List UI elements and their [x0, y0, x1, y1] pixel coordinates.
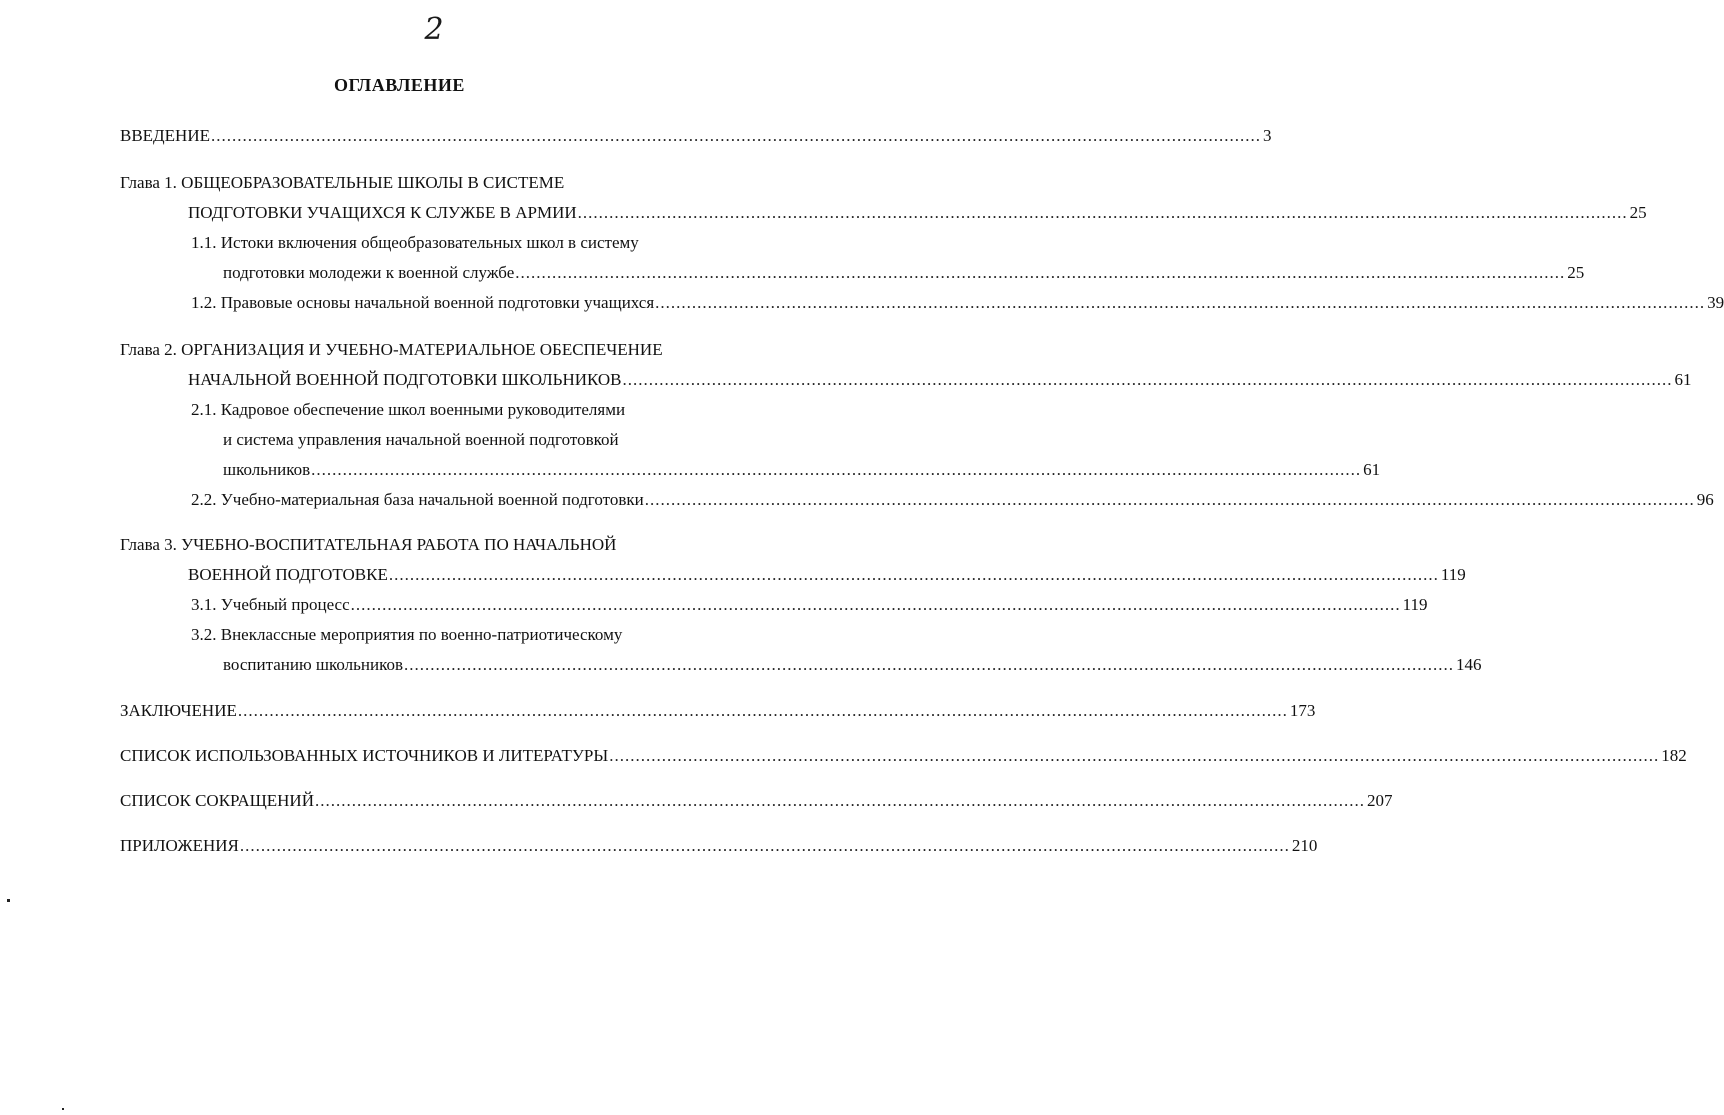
entry-title: НАЧАЛЬНОЙ ВОЕННОЙ ПОДГОТОВКИ ШКОЛЬНИКОВ [188, 370, 622, 389]
entry-page-number: 119 [1402, 595, 1428, 614]
handwritten-page-number: 2 [424, 12, 444, 47]
entry-page-number: 96 [1696, 490, 1714, 509]
toc-entry-conclusion [120, 699, 1316, 723]
entry-title: ВВЕДЕНИЕ [120, 126, 210, 145]
entry-title: ПРИЛОЖЕНИЯ [120, 836, 239, 855]
entry-title: СПИСОК ИСПОЛЬЗОВАННЫХ ИСТОЧНИКОВ И ЛИТЕРАТУРЫ [120, 746, 609, 765]
leader-dots: ........................................................................................................................................................................................................ [210, 126, 1261, 145]
leader-dots: ........................................................................................................................................................................................................ [515, 263, 1566, 282]
leader-dots: ........................................................................................................................................................................................................ [622, 370, 1673, 389]
entry-page-number: 182 [1661, 746, 1687, 765]
scan-speck [62, 1108, 64, 1110]
toc-entry-abbreviations [120, 789, 1393, 813]
leader-dots: ........................................................................................................................................................................................................ [655, 293, 1706, 312]
leader-dots: ........................................................................................................................................................................................................ [388, 565, 1439, 584]
entry-page-number: 119 [1440, 565, 1466, 584]
toc-entry-section-3-2 [223, 653, 1482, 677]
chapter-3-title-line-1: Глава 3. УЧЕБНО-ВОСПИТАТЕЛЬНАЯ РАБОТА ПО НАЧАЛЬНОЙ [120, 535, 617, 554]
entry-page-number: 146 [1456, 655, 1482, 674]
leader-dots: ........................................................................................................................................................................................................ [239, 836, 1290, 855]
entry-title: подготовки молодежи к военной службе [223, 263, 515, 282]
leader-dots: ........................................................................................................................................................................................................ [609, 746, 1660, 765]
leader-dots: ........................................................................................................................................................................................................ [404, 655, 1455, 674]
toc-entry-chapter-3 [188, 563, 1466, 587]
entry-page-number: 39 [1707, 293, 1724, 312]
entry-title: 3.1. Учебный процесс [191, 595, 350, 614]
leader-dots: ........................................................................................................................................................................................................ [350, 595, 1401, 614]
chapter-2-title-line-1: Глава 2. ОРГАНИЗАЦИЯ И УЧЕБНО-МАТЕРИАЛЬНОЕ ОБЕСПЕЧЕНИЕ [120, 340, 663, 359]
toc-entry-chapter-1 [188, 201, 1647, 225]
leader-dots: ........................................................................................................................................................................................................ [314, 791, 1365, 810]
leader-dots: ........................................................................................................................................................................................................ [577, 203, 1628, 222]
leader-dots: ........................................................................................................................................................................................................ [237, 701, 1288, 720]
section-3-2-title-line-1: 3.2. Внеклассные мероприятия по военно-патриотическому [191, 625, 623, 644]
section-1-1-title-line-1: 1.1. Истоки включения общеобразовательных школ в систему [191, 233, 639, 252]
entry-page-number: 3 [1262, 126, 1272, 145]
section-2-1-title-line-2: и система управления начальной военной подготовкой [223, 430, 619, 449]
toc-entry-section-1-2 [191, 291, 1724, 315]
entry-title: 2.2. Учебно-материальная база начальной военной подготовки [191, 490, 644, 509]
toc-title: ОГЛАВЛЕНИЕ [334, 75, 465, 95]
entry-title: ПОДГОТОВКИ УЧАЩИХСЯ К СЛУЖБЕ В АРМИИ [188, 203, 577, 222]
leader-dots: ........................................................................................................................................................................................................ [644, 490, 1695, 509]
chapter-1-title-line-1: Глава 1. ОБЩЕОБРАЗОВАТЕЛЬНЫЕ ШКОЛЫ В СИСТЕМЕ [120, 173, 565, 192]
entry-page-number: 210 [1291, 836, 1318, 855]
section-2-1-title-line-1: 2.1. Кадровое обеспечение школ военными руководителями [191, 400, 626, 419]
scan-speck [7, 899, 10, 902]
toc-entry-section-3-1 [191, 593, 1428, 617]
entry-title: ЗАКЛЮЧЕНИЕ [120, 701, 237, 720]
entry-page-number: 61 [1674, 370, 1692, 389]
entry-title: 1.2. Правовые основы начальной военной подготовки учащихся [191, 293, 655, 312]
entry-title: школьников [223, 460, 311, 479]
toc-entry-chapter-2 [188, 368, 1692, 392]
entry-page-number: 25 [1567, 263, 1585, 282]
leader-dots: ........................................................................................................................................................................................................ [311, 460, 1362, 479]
entry-page-number: 173 [1289, 701, 1316, 720]
toc-entry-appendices [120, 834, 1318, 858]
toc-entry-sources [120, 744, 1687, 768]
entry-page-number: 25 [1629, 203, 1647, 222]
toc-entry-section-1-1 [223, 261, 1585, 285]
toc-entry-section-2-2 [191, 488, 1714, 512]
entry-page-number: 207 [1366, 791, 1393, 810]
entry-title: СПИСОК СОКРАЩЕНИЙ [120, 791, 314, 810]
entry-title: ВОЕННОЙ ПОДГОТОВКЕ [188, 565, 388, 584]
toc-entry-intro [120, 124, 1272, 148]
entry-title: воспитанию школьников [223, 655, 404, 674]
toc-entry-section-2-1 [223, 458, 1381, 482]
entry-page-number: 61 [1363, 460, 1381, 479]
